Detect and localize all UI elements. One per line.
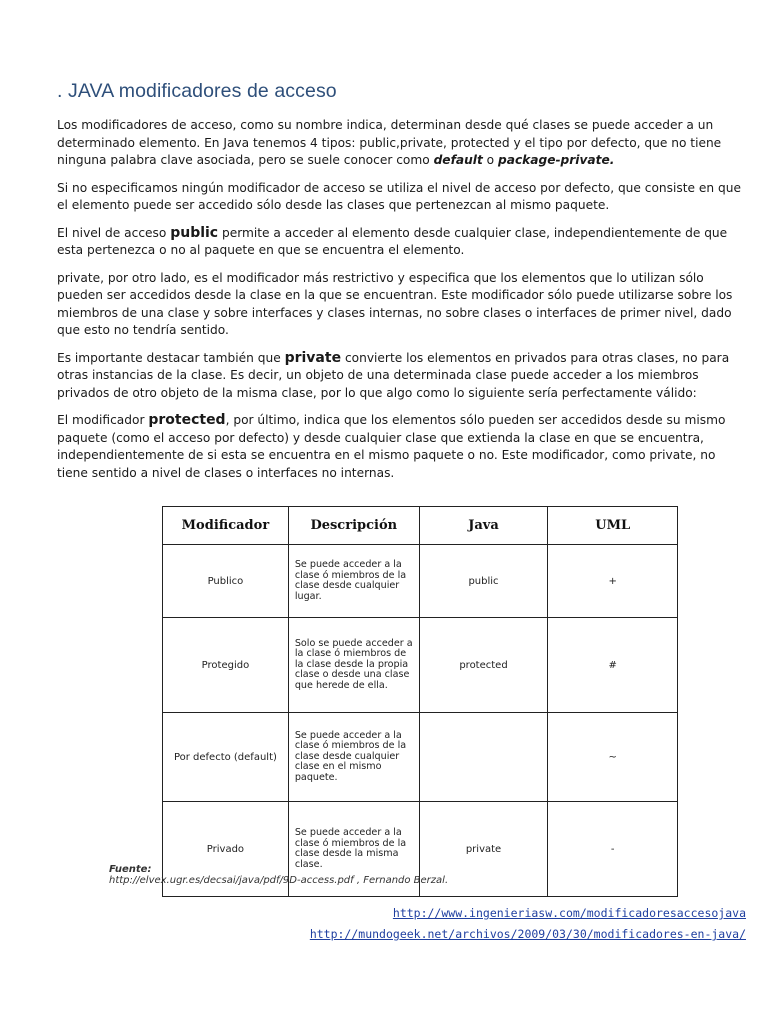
cell-uml: ~ bbox=[548, 713, 678, 802]
paragraph-protected: El modificador protected, por último, indica que los elementos sólo pueden ser accedidos desde su mismo paquete (como el acceso por defecto) y desde cualquier clase que extienda la clase en que se encuentra, independientemente de si esta se encuentra en el mismo paquete o no. Este modificador, como private, no tiene sentido a nivel de clases o interfaces no internas. bbox=[57, 412, 726, 480]
cell-java: private bbox=[419, 802, 548, 897]
keyword-private: private bbox=[284, 349, 342, 366]
page-title: . JAVA modificadores de acceso bbox=[57, 80, 337, 102]
source-note bbox=[109, 864, 448, 886]
link-ingenieriasw[interactable]: http://www.ingenieriasw.com/modificadoresaccesojava bbox=[392, 906, 746, 920]
header-java: Java bbox=[419, 507, 548, 545]
cell-description: Se puede acceder a la clase ó miembros de la clase desde cualquier clase en el mismo paquete. bbox=[288, 713, 419, 802]
cell-description: Solo se puede acceder a la clase ó miembros de la clase desde la propia clase o desde una clase que herede de ella. bbox=[288, 618, 419, 713]
keyword-public: public bbox=[170, 224, 219, 241]
cell-uml: + bbox=[548, 545, 678, 618]
paragraph-private-instances: Es importante destacar también que private convierte los elementos en privados para otras clases, no para otras instancias de la clase. Es decir, un objeto de una determinada clase puede acceder a los miembros privados de otro objeto de la misma clase, por lo que algo como lo siguiente sería perfectamente válido: bbox=[57, 349, 730, 400]
cell-uml: - bbox=[548, 802, 678, 897]
table-row bbox=[163, 713, 678, 802]
table-header-row bbox=[163, 507, 678, 545]
cell-java bbox=[419, 713, 548, 802]
header-descripcion: Descripción bbox=[288, 507, 419, 545]
cell-modifier: Protegido bbox=[163, 618, 289, 713]
paragraph-private: private, por otro lado, es el modificador más restrictivo y especifica que los elementos que lo utilizan sólo pueden ser accedidos desde la clase en la que se encuentran. Este modificador sólo puede utilizarse sobre los miembros de una clase y sobre interfaces y clases internas, no sobre clases o interfaces de primer nivel, dado que esto no tendría sentido. bbox=[57, 270, 733, 337]
cell-java: protected bbox=[419, 618, 548, 713]
body-text bbox=[57, 117, 747, 492]
cell-uml: # bbox=[548, 618, 678, 713]
cell-description: Se puede acceder a la clase ó miembros de la clase desde la misma clase. bbox=[288, 802, 419, 897]
cell-modifier: Privado bbox=[163, 802, 289, 897]
keyword-protected: protected bbox=[148, 412, 226, 428]
keyword-default: default bbox=[433, 153, 483, 167]
cell-description: Se puede acceder a la clase ó miembros de la clase desde cualquier lugar. bbox=[288, 545, 419, 618]
header-modificador: Modificador bbox=[163, 507, 289, 545]
table-row bbox=[163, 618, 678, 713]
reference-links bbox=[310, 903, 746, 945]
keyword-package-private: package-private. bbox=[498, 153, 615, 167]
header-uml: UML bbox=[548, 507, 678, 545]
paragraph-default: Si no especificamos ningún modificador de acceso se utiliza el nivel de acceso por defecto, que consiste en que el elemento puede ser accedido sólo desde las clases que pertenezcan al mismo paquete. bbox=[57, 180, 741, 212]
table-row bbox=[163, 545, 678, 618]
link-mundogeek[interactable]: http://mundogeek.net/archivos/2009/03/30/modificadores-en-java/ bbox=[309, 927, 746, 941]
paragraph-intro: Los modificadores de acceso, como su nombre indica, determinan desde qué clases se puede acceder a un determinado elemento. En Java tenemos 4 tipos: public,private, protected y el tipo por defecto, que no tiene ninguna palabra clave asociada, pero se suele conocer como default o package-private. bbox=[57, 118, 722, 167]
source-text: http://elvex.ugr.es/decsai/java/pdf/9D-access.pdf , Fernando Berzal. bbox=[109, 875, 449, 886]
cell-modifier: Por defecto (default) bbox=[163, 713, 289, 802]
cell-java: public bbox=[419, 545, 548, 618]
cell-modifier: Publico bbox=[163, 545, 289, 618]
source-label: Fuente: bbox=[109, 864, 152, 875]
modifiers-table bbox=[162, 506, 678, 897]
paragraph-public: El nivel de acceso public permite a acceder al elemento desde cualquier clase, independientemente de que esta pertenezca o no al paquete en que se encuentra el elemento. bbox=[57, 224, 728, 257]
